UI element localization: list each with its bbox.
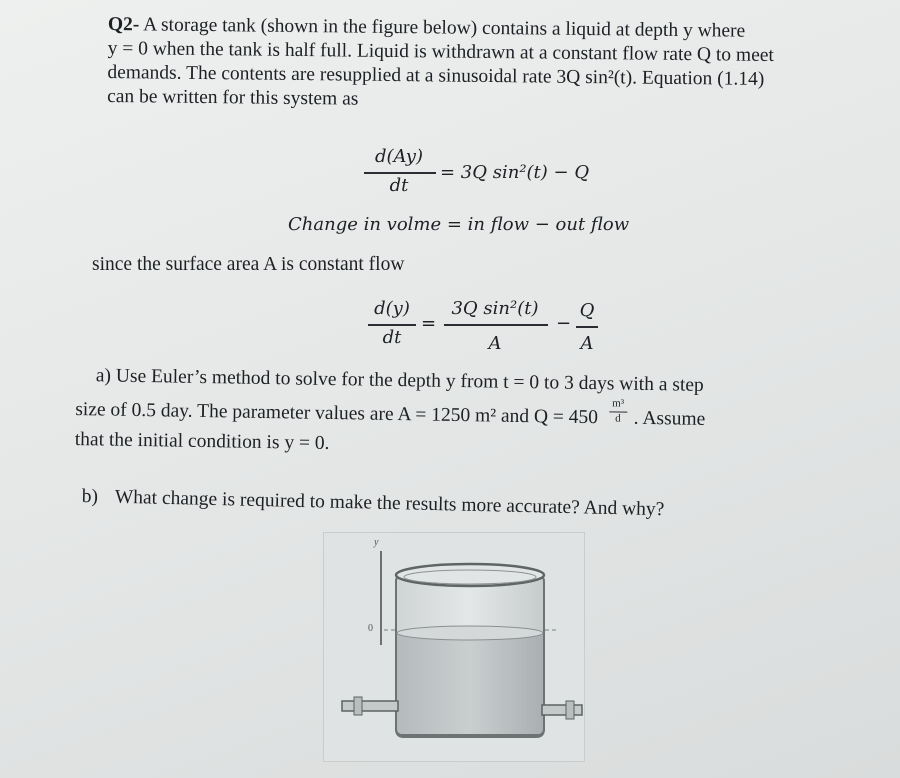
tank-illustration	[324, 533, 584, 761]
question-text-1: A storage tank (shown in the figure below) contains a liquid at depth y where	[143, 14, 746, 42]
question-line-4: can be written for this system as	[107, 85, 359, 110]
eq2-numerator-1: d(y)	[374, 298, 410, 319]
axis-zero-label: 0	[368, 623, 373, 634]
eq2-denominator-1: dt	[382, 327, 402, 348]
eq1-rhs: = 3Q sin²(t) − Q	[440, 162, 590, 183]
since-text: since the surface area A is constant flow	[92, 254, 405, 275]
part-b	[82, 486, 665, 521]
part-b-text: What change is required to make the results more accurate? And why?	[114, 486, 665, 521]
eq1-numerator: d(Ay)	[374, 146, 423, 167]
eq2-fraction-bar-1	[368, 324, 416, 326]
eq2-denominator-2: A	[488, 333, 502, 354]
eq2-minus: −	[556, 313, 572, 334]
axis-y-label: y	[374, 537, 379, 548]
equation-words: Change in volme = in flow − out flow	[288, 214, 630, 235]
part-a-text-2: size of 0.5 day. The parameter values are A = 1250 m² and Q = 450	[75, 398, 599, 429]
eq1-denominator: dt	[389, 175, 409, 196]
question-label: Q2-	[107, 14, 140, 36]
part-b-label: b)	[81, 486, 99, 508]
eq2-fraction-bar-2	[444, 324, 548, 326]
eq2-fraction-bar-3	[576, 326, 598, 328]
question-line-3: demands. The contents are resupplied at a sinusoidal rate 3Q sin²(t). Equation (1.14)	[107, 61, 765, 90]
part-a-label: a)	[95, 365, 112, 387]
eq1-fraction-bar	[364, 172, 436, 174]
eq2-equals: =	[421, 313, 437, 334]
eq2-denominator-3: A	[580, 333, 594, 354]
part-a-text-2b: . Assume	[633, 407, 706, 430]
question-line-2: y = 0 when the tank is half full. Liquid is withdrawn at a constant flow rate Q to meet	[107, 37, 774, 66]
unit-denominator: d	[615, 412, 621, 425]
unit-numerator: m³	[612, 397, 625, 410]
part-a-line-3: that the initial condition is y = 0.	[74, 428, 330, 454]
eq2-numerator-3: Q	[579, 300, 595, 321]
eq2-numerator-2: 3Q sin²(t)	[451, 298, 539, 319]
tank-figure	[323, 532, 585, 762]
question-paragraph	[107, 14, 774, 117]
part-a-text-1: Use Euler’s method to solve for the depth y from t = 0 to 3 days with a step	[115, 365, 704, 396]
unit-fraction	[607, 397, 629, 427]
part-a	[75, 365, 706, 467]
